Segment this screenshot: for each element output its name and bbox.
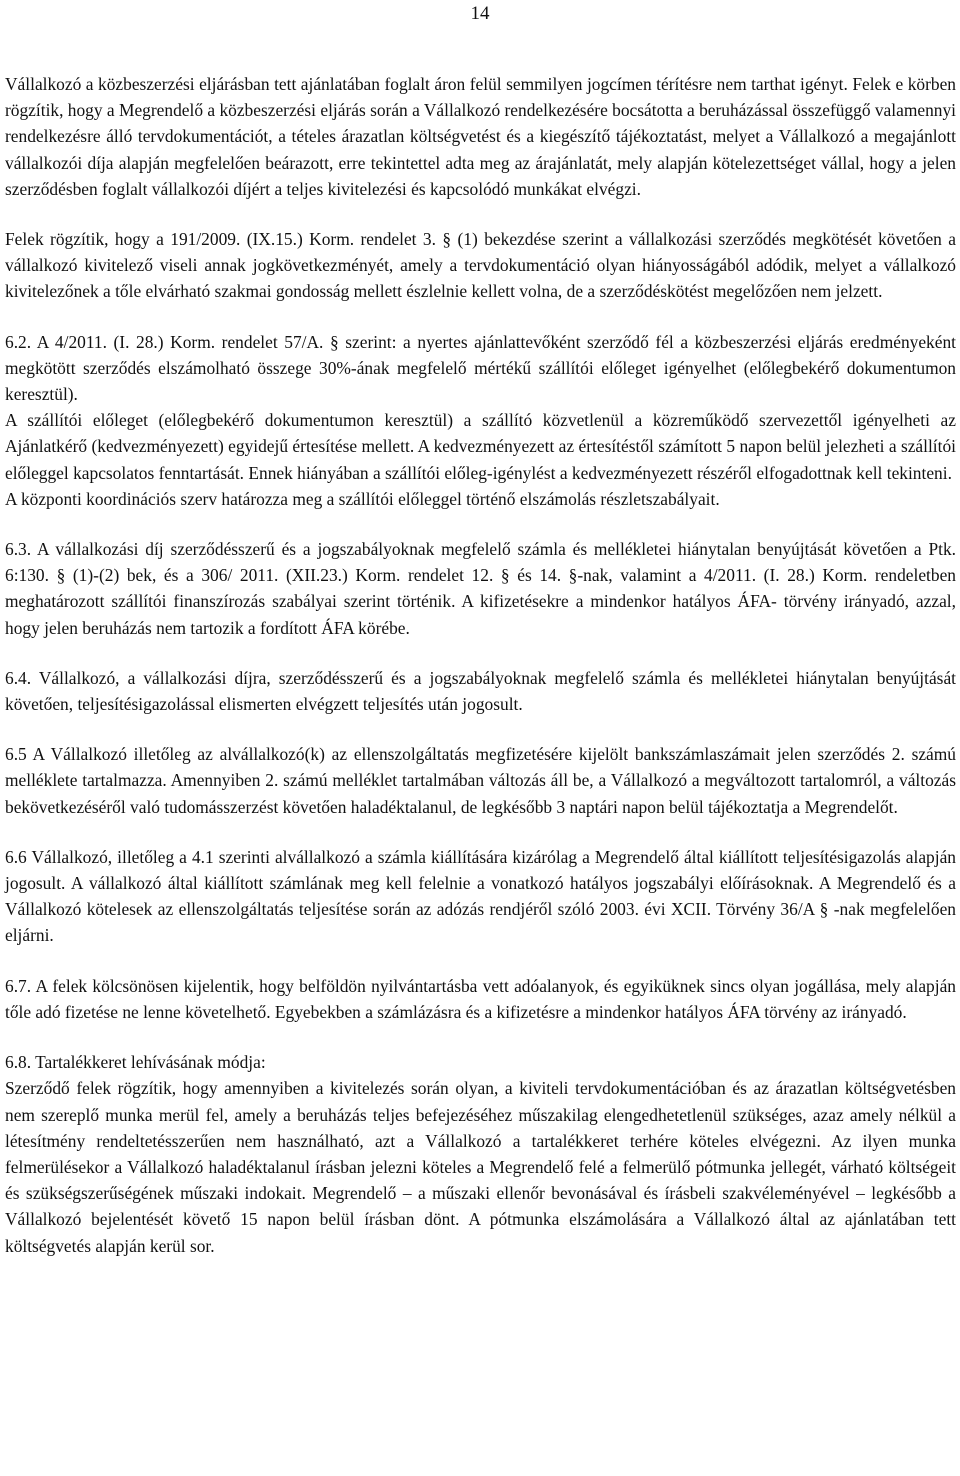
document-section (5, 665, 956, 717)
page-number: 14 (470, 3, 490, 24)
document-section (5, 1049, 956, 1259)
paragraph: 6.8. Tartalékkeret lehívásának módja: (5, 1052, 266, 1073)
paragraph: 6.6 Vállalkozó, illetőleg a 4.1 szerinti alvállalkozó a számla kiállítására kizárólag a Megrendelő által kiállított teljesítésigazolás alapján jogosult. A vállalkozó által kiállított számlának meg kell felelnie a vonatkozó hatályos jogszabályi előírásoknak. A Megrendelő és a Vállalkozó kötelesek az ellenszolgáltatás teljesítése során az adózás rendjéről szóló 2003. évi XCII. Törvény 36/A § -nak megfelelően eljárni. (5, 846, 956, 946)
document-section (5, 71, 956, 202)
document-section (5, 973, 956, 1025)
paragraph: A szállítói előleget (előlegbekérő dokumentumon keresztül) a szállító közvetlenül a közreműködő szervezettől igényelheti az Ajánlatkérő (kedvezményezett) egyidejű értesítése mellett. A kedvezményezett az értesítéstől számított 5 napon belül jelezheti a szállítói előleggel kapcsolatos fenntartását. Ennek hiányában a szállítói előleg-igénylést a kedvezményezett részéről elfogadottnak kell tekinteni. (5, 410, 956, 483)
document-section (5, 844, 956, 949)
paragraph: 6.2. A 4/2011. (I. 28.) Korm. rendelet 57/A. § szerint: a nyertes ajánlattevőként szerződő fél a közbeszerzési eljárás eredményeként megkötött szerződés elszámolható összege 30%-ának megfelelő mértékű szállítói előleget igényelhet (előlegbekérő dokumentumon keresztül). (5, 331, 956, 405)
paragraph: A központi koordinációs szerv határozza meg a szállítói előleggel történő elszámolás részletszabályait. (5, 488, 720, 509)
paragraph: 6.3. A vállalkozási díj szerződésszerű és a jogszabályoknak megfelelő számla és mellékletei hiánytalan benyújtását követően a Ptk. 6:130. § (1)-(2) bek, és a 306/ 2011. (XII.23.) Korm. rendelet 12. § és 14. §-nak, valamint a 4/2011. (I. 28.) Korm. rendeletben meghatározott szállítói finanszírozás szabályai szerint történik. A kifizetésekre a mindenkor hatályos ÁFA- törvény irányadó, azzal, hogy jelen beruházás nem tartozik a fordított ÁFA körébe. (5, 539, 956, 638)
paragraph: 6.7. A felek kölcsönösen kijelentik, hogy belföldön nyilvántartásba vett adóalanyok, és egyiküknek sincs olyan jogállása, mely alapján tőle adó fizetése ne lenne követelhető. Egyebekben a számlázásra és a kifizetésre a mindenkor hatályos ÁFA törvény az irányadó. (5, 975, 956, 1022)
paragraph: 6.4. Vállalkozó, a vállalkozási díjra, szerződésszerű és a jogszabályoknak megfelelő számla és mellékletei hiánytalan benyújtását követően, teljesítésigazolással elismerten elvégzett teljesítés után jogosult. (5, 667, 956, 715)
document-section (5, 226, 956, 305)
document-section (5, 536, 956, 641)
paragraph: 6.5 A Vállalkozó illetőleg az alvállalkozó(k) az ellenszolgáltatás megfizetésére kijelölt bankszámlaszámait jelen szerződés 2. számú melléklete tartalmazza. Amennyiben 2. számú melléklet tartalmában változás áll be, a Vállalkozó a megváltozott tartalomról, a változás bekövetkezéséről való tudomásszerzést követően haladéktalanul, de legkésőbb 3 naptári napon belül tájékoztatja a Megrendelőt. (5, 744, 956, 817)
document-section (5, 741, 956, 820)
document-body (5, 71, 956, 1259)
paragraph: Szerződő felek rögzítik, hogy amennyiben a kivitelezés során olyan, a kiviteli tervdokumentációban és az árazatlan költségvetésben nem szereplő munka merül fel, amely a beruházás teljes befejezéséhez műszakilag elengedhetetlenül szükséges, azaz amely nélkül a létesítmény rendeltetésszerűen nem használható, azt a Vállalkozó a tartalékkeret terhére köteles elvégezni. Az ilyen munka felmerülésekor a Vállalkozó haladéktalanul írásban jelezni köteles a Megrendelő felé a felmerülő pótmunka jellegét, várható költségeit és szükségszerűségének műszaki indokait. Megrendelő – a műszaki ellenőr bevonásával és írásbeli szakvéleményével – legkésőbb a Vállalkozó bejelentését követő 15 napon belül írásban dönt. A pótmunka elszámolására a Vállalkozó által az ajánlatában tett költségvetés alapján kerül sor. (5, 1078, 956, 1256)
document-section (5, 329, 956, 512)
paragraph: Felek rögzítik, hogy a 191/2009. (IX.15.) Korm. rendelet 3. § (1) bekezdése szerint a vállalkozási szerződés megkötését követően a vállalkozó kivitelező viseli annak jogkövetkezményét, amely a tervdokumentáció olyan hiányosságából adódik, melyet a vállalkozó kivitelezőnek a tőle elvárható szakmai gondosság mellett észlelnie kellett volna, de a szerződéskötést megelőzően nem jelzett. (5, 229, 956, 302)
paragraph: Vállalkozó a közbeszerzési eljárásban tett ajánlatában foglalt áron felül semmilyen jogcímen térítésre nem tarthat igényt. Felek e körben rögzítik, hogy a Megrendelő a közbeszerzési eljárás során a Vállalkozó rendelkezésére bocsátotta a beruházással összefüggő valamennyi rendelkezésre álló tervdokumentációt, a tételes árazatlan költségvetést és a kiegészítő tájékoztatást, melyet a Vállalkozó a megajánlott vállalkozói díja alapján megfelelően beárazott, erre tekintettel adta meg az árajánlatát, mely alapján kötelezettséget vállal, hogy a jelen szerződésben foglalt vállalkozói díjért a teljes kivitelezési és kapcsolódó munkákat elvégzi. (5, 74, 956, 199)
